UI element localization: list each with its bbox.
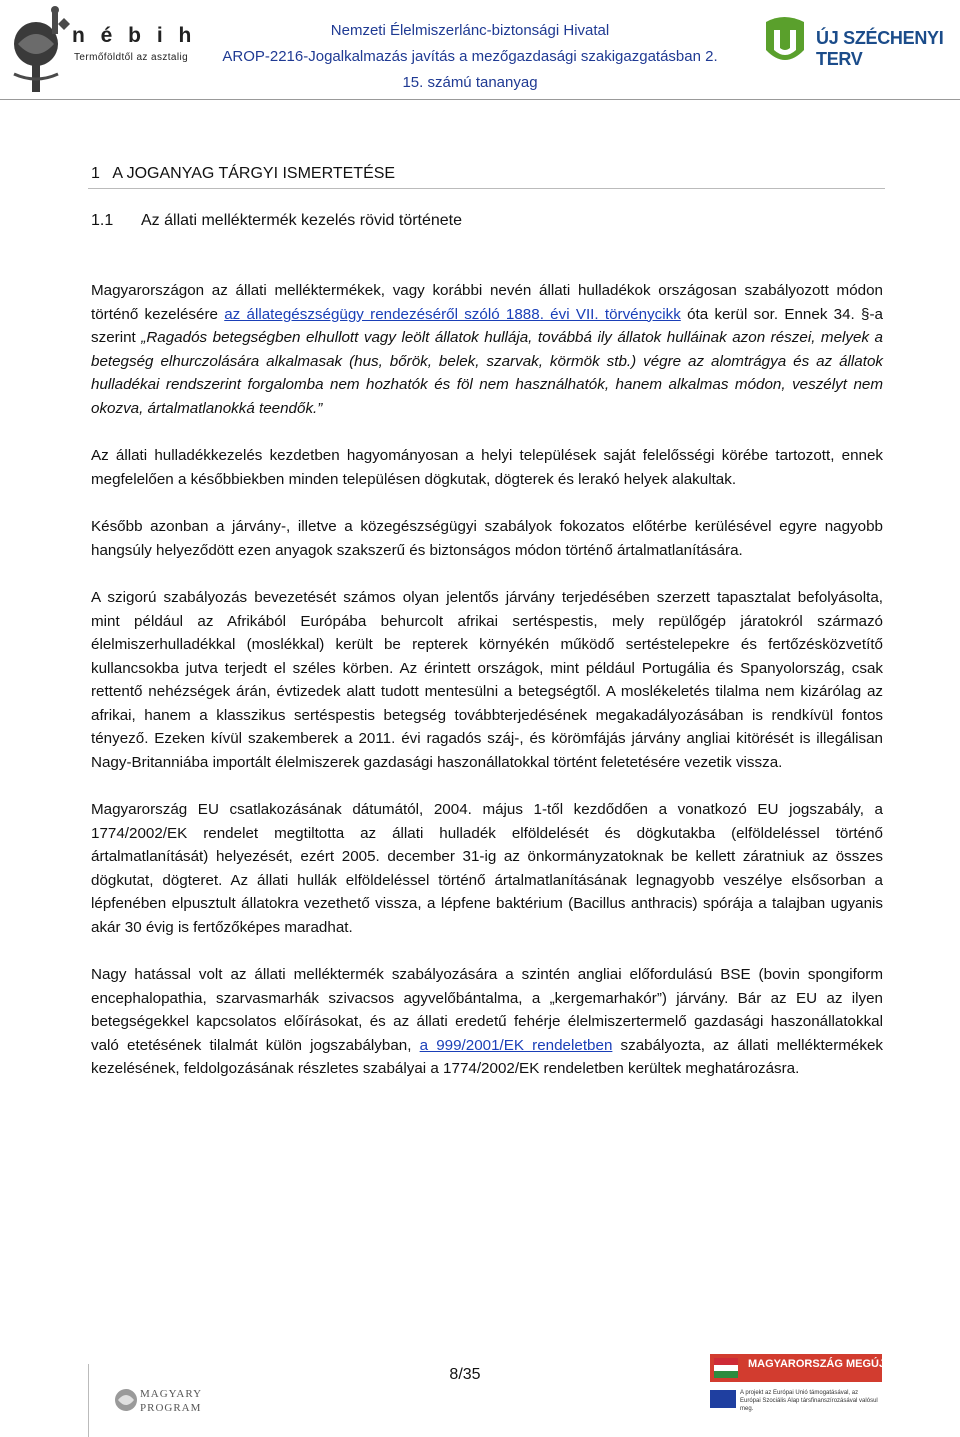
link-1888-law[interactable]: az állategészségügy rendezéséről szóló 1888. évi VII. törvénycikk xyxy=(224,305,681,323)
header-line-2: AROP-2216-Jogalkalmazás javítás a mezőgazdasági szakigazgatásban 2. xyxy=(222,48,718,65)
nebih-tagline: Termőföldtől az asztalig xyxy=(74,52,189,63)
paragraph-6 xyxy=(91,963,883,1081)
header-divider xyxy=(0,99,960,100)
section-heading xyxy=(91,212,462,230)
page-header xyxy=(0,0,960,102)
magyary-text-1: MAGYARY xyxy=(140,1388,203,1400)
page-number: 8/35 xyxy=(449,1366,481,1383)
paragraph-1-text-a: Magyarországon az állati melléktermékek, vagy korábbi nevén állati hulladékok országosan szabályozott módon történő kezelésére xyxy=(91,282,883,323)
paragraph-6-text-a: Nagy hatással volt az állati melléktermék szabályozására a szintén angliai előfordulású BSE (bovin spongiform encephalopathia, szarvasmarhák szivacsos agyvelőbántalma, a „kergemarhakór”) járvány. Bár az EU az ilyen betegségekkel kapcsolatos előírásokat, és az állati eredetű fehérje élelmiszertermelő gazdasági haszonállatokkal való etetésének tilalmát külön jogszabályban, xyxy=(91,966,883,1054)
header-line-3: 15. számú tananyag xyxy=(402,74,538,91)
paragraph-1 xyxy=(91,279,883,420)
header-titles xyxy=(200,18,740,96)
szechenyi-terv-text: ÚJ SZÉCHENYI TERV xyxy=(816,28,944,69)
nebih-logo-icon xyxy=(6,4,178,92)
chapter-heading: 1 A JOGANYAG TÁRGYI ISMERTETÉSE xyxy=(91,165,396,182)
paragraph-3: Később azonban a járvány-, illetve a közegészségügyi szabályok fokozatos előtérbe kerülésével egyre nagyobb hangsúly helyeződött ezen anyagok szakszerű és biztonságos módon történő ártalmatlanítására. xyxy=(91,518,883,559)
link-999-2001-regulation[interactable]: a 999/2001/EK rendeletben xyxy=(419,1036,613,1054)
document-body xyxy=(91,279,883,1105)
paragraph-5: Magyarország EU csatlakozásának dátumától, 2004. május 1-től kezdődően a vonatkozó EU jogszabály, a 1774/2002/EK rendelet megtiltotta az állati hulladék elföldelését és dögkutakba (elföldeléssel történő ártalmatlanítását) helyezését, ezért 2005. december 31-ig az önkormányzatoknak be kellett záratniuk az összes dögkutat, dögteret. Az állati hullák elföldeléssel történő ártalmatlanításának legnagyobb veszélye elsősorban a lépfenében elpusztult állatokra vezethető vissza, a lépfene baktérium (Bacillus anthracis) spórája a talajban ugyanis akár 30 évig is fertőzőképes maradhat. xyxy=(91,801,883,936)
section-number: 1.1 xyxy=(91,212,114,229)
eu-flag-icon xyxy=(710,1390,736,1408)
paragraph-6-text-b: szabályozta, az állati melléktermékek kezelésének, feldolgozásának részletes szabályai a 1774/2002/EK rendeletben kerültek meghatározásra. xyxy=(91,1036,883,1077)
paragraph-1-quote: „Ragadós betegségben elhullott vagy leölt állatok hullája, továbbá ily állatok hulláinak azon részei, melyek a betegség elhurczolására alkalmasak (hus, bőrök, belek, szarvak, körmök stb.) végre az alomtrágya és az állatok hulladékai rendszerint forgalomba nem hozhatók és föl nem használhatók, hanem alkalmas módon, veszélyt nem okozva, ártalmatlanokká teendők.” xyxy=(91,329,884,417)
section-title: Az állati melléktermék kezelés rövid története xyxy=(141,212,463,229)
paragraph-4: A szigorú szabályozás bevezetését számos olyan jelentős járvány terjedésében szerzett tapasztalat befolyásolta, mint például az Afrikából Európába behurcolt afrikai sertéspestis, mely repülőgép járatokról származó élelmiszerhulladékkal (moslékkal) került be repterek környékén működő sertéstelepekre és fertőzésközvetítő kullancsokba jutva terjedt el széles körben. Az érintett országok, mint például Portugália és Spanyolország, csak rettentő nehézségek árán, évtizedek alatt tudott mentesülni a betegségtől. A moslékeletés tilalma nem kizárólag az afrikai, hanem a klasszikus sertéspestis betegség továbbterjedésének megakadályozásában is rendkívül fontos tényező. Ezeken kívül szakemberek a 2011. évi ragadós száj-, és körömfájás járvány angliai kitörését is illegálisan Nagy-Britanniába importált élelmiszerek gazdasági haszonállatokkal történt feletetésére vezetik vissza. xyxy=(91,589,883,771)
header-line-1: Nemzeti Élelmiszerlánc-biztonsági Hivatal xyxy=(330,22,610,39)
paragraph-1-text-b: óta kerül sor. Ennek 34. §-a szerint xyxy=(91,305,883,346)
paragraph-2: Az állati hulladékkezelés kezdetben hagyományosan a helyi települések saját felelősségi körébe tartozott, ennek megfelelően a későbbiekben minden településen dögkutak, dögterek és lerakó helyek alakultak. xyxy=(91,447,883,488)
nebih-wordmark: n é b i h xyxy=(72,24,197,47)
chapter-heading-underline xyxy=(88,188,885,189)
magyarorszag-megujul-text: MAGYARORSZÁG MEGÚJUL xyxy=(748,1358,900,1370)
eu-funding-text: A projekt az Európai Unió támogatásával, az Európai Szociális Alap társfinanszírozásával valósul meg. xyxy=(740,1390,878,1412)
footer-divider xyxy=(88,1364,89,1437)
magyary-text-2: PROGRAM xyxy=(140,1402,202,1414)
